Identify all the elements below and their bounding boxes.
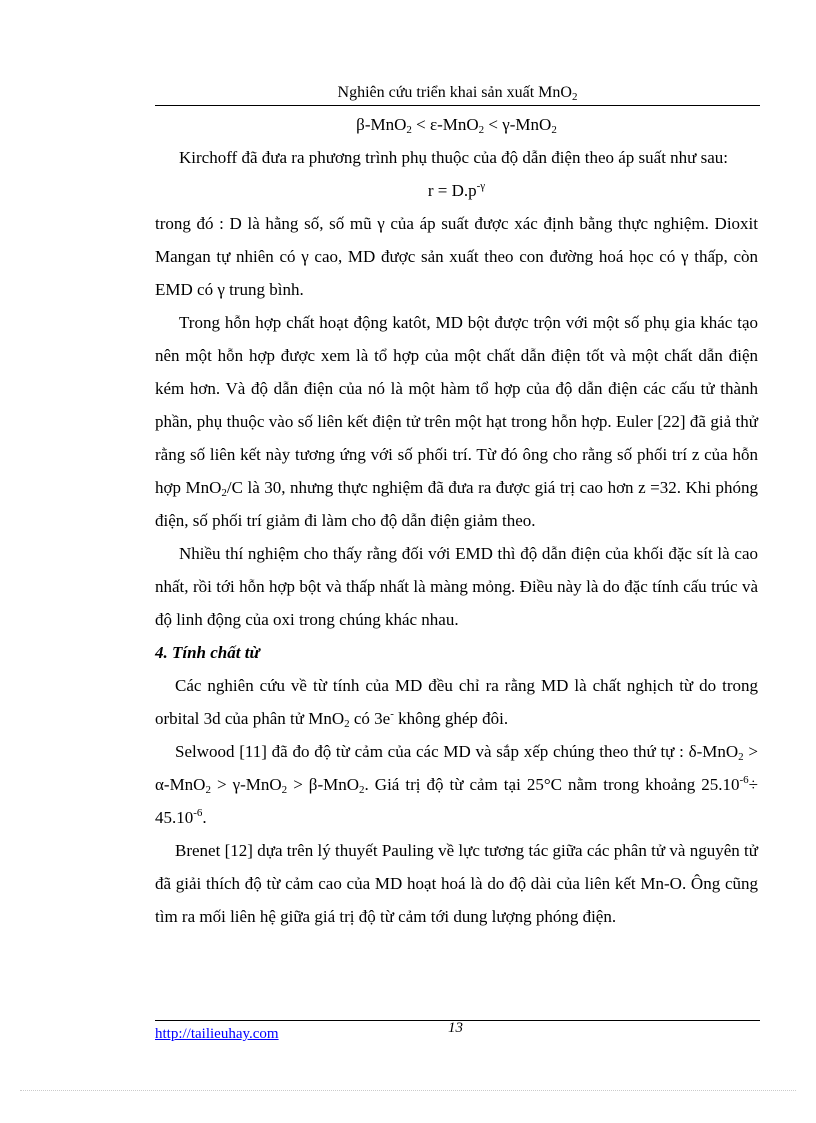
page-edge-divider: [20, 1090, 796, 1091]
paragraph-kirchoff: Kirchoff đã đưa ra phương trình phụ thuộc của độ dẫn điện theo áp suất như sau:: [179, 148, 729, 167]
paragraph-magnetic: Các nghiên cứu về từ tính của MD đều chỉ ra rằng MD là chất nghịch từ do trong orbital 3d của phân tử MnO$_2$ có 3e- không ghép đôi.: [155, 676, 758, 730]
formula-conductivity: $r = D.p^{-\gamma}$: [427, 180, 486, 200]
running-header: Nghiên cứu triển khai sản xuất MnO$_2$: [337, 84, 578, 103]
footer-link[interactable]: http://tailieuhay.com: [155, 1026, 279, 1042]
header-rule: [155, 105, 760, 106]
formula-mno2-order: β-MnO$_2$ < ε-MnO$_2$ < γ-MnO$_2$: [356, 115, 557, 136]
section-heading: 4. Tính chất từ: [155, 643, 260, 662]
paragraph-definitions: trong đó : D là hằng số, số mũ γ của áp suất được xác định bằng thực nghiệm. Dioxit Mangan tự nhiên có γ cao, MD được sản xuất theo con đường hoá học có γ thấp, còn EMD có γ trung bình.: [155, 214, 758, 299]
paragraph-selwood: Selwood [11] đã đo độ từ cảm của các MD và sắp xếp chúng theo thứ tự : δ-MnO$_2$ > α-MnO$_2$ > γ-MnO$_2$ > β-MnO$_2$. Giá trị độ từ cảm tại 25°C nằm trong khoảng $25.10^{-6}\div 45.10^{-6}$.: [155, 742, 759, 827]
page-number: 13: [448, 1020, 463, 1036]
paragraph-brenet: Brenet [12] dựa trên lý thuyết Pauling về lực tương tác giữa các phân tử và nguyên tử đã giải thích độ từ cảm cao của MD hoạt hoá là do độ dài của liên kết Mn-O. Ông cũng tìm ra mối liên hệ giữa giá trị độ từ cảm tới dung lượng phóng điện.: [155, 841, 758, 926]
paragraph-mixture: Trong hỗn hợp chất hoạt động katôt, MD bột được trộn với một số phụ gia khác tạo nên một hỗn hợp được xem là tổ hợp của một chất dẫn điện tốt và một chất dẫn điện kém hơn. Và độ dẫn điện của nó là một hàm tổ hợp của độ dẫn điện các cấu tử thành phần, phụ thuộc vào số liên kết điện tử trên một hạt trong hỗn hợp. Euler [22] đã giả thử rằng số liên kết này tương ứng với số phối trí. Từ đó ông cho rằng số phối trí z của hỗn hợp MnO$_2$/C là 30, nhưng thực nghiệm đã đưa ra được giá trị cao hơn z =32. Khi phóng điện, số phối trí giảm đi làm cho độ dẫn điện giảm theo.: [155, 313, 758, 530]
body-text: [155, 108, 758, 933]
paragraph-experiments: Nhiều thí nghiệm cho thấy rằng đối với EMD thì độ dẫn điện của khối đặc sít là cao nhất, rồi tới hỗn hợp bột và thấp nhất là màng mỏng. Điều này là do đặc tính cấu trúc và độ linh động của oxi trong chúng khác nhau.: [155, 544, 758, 629]
